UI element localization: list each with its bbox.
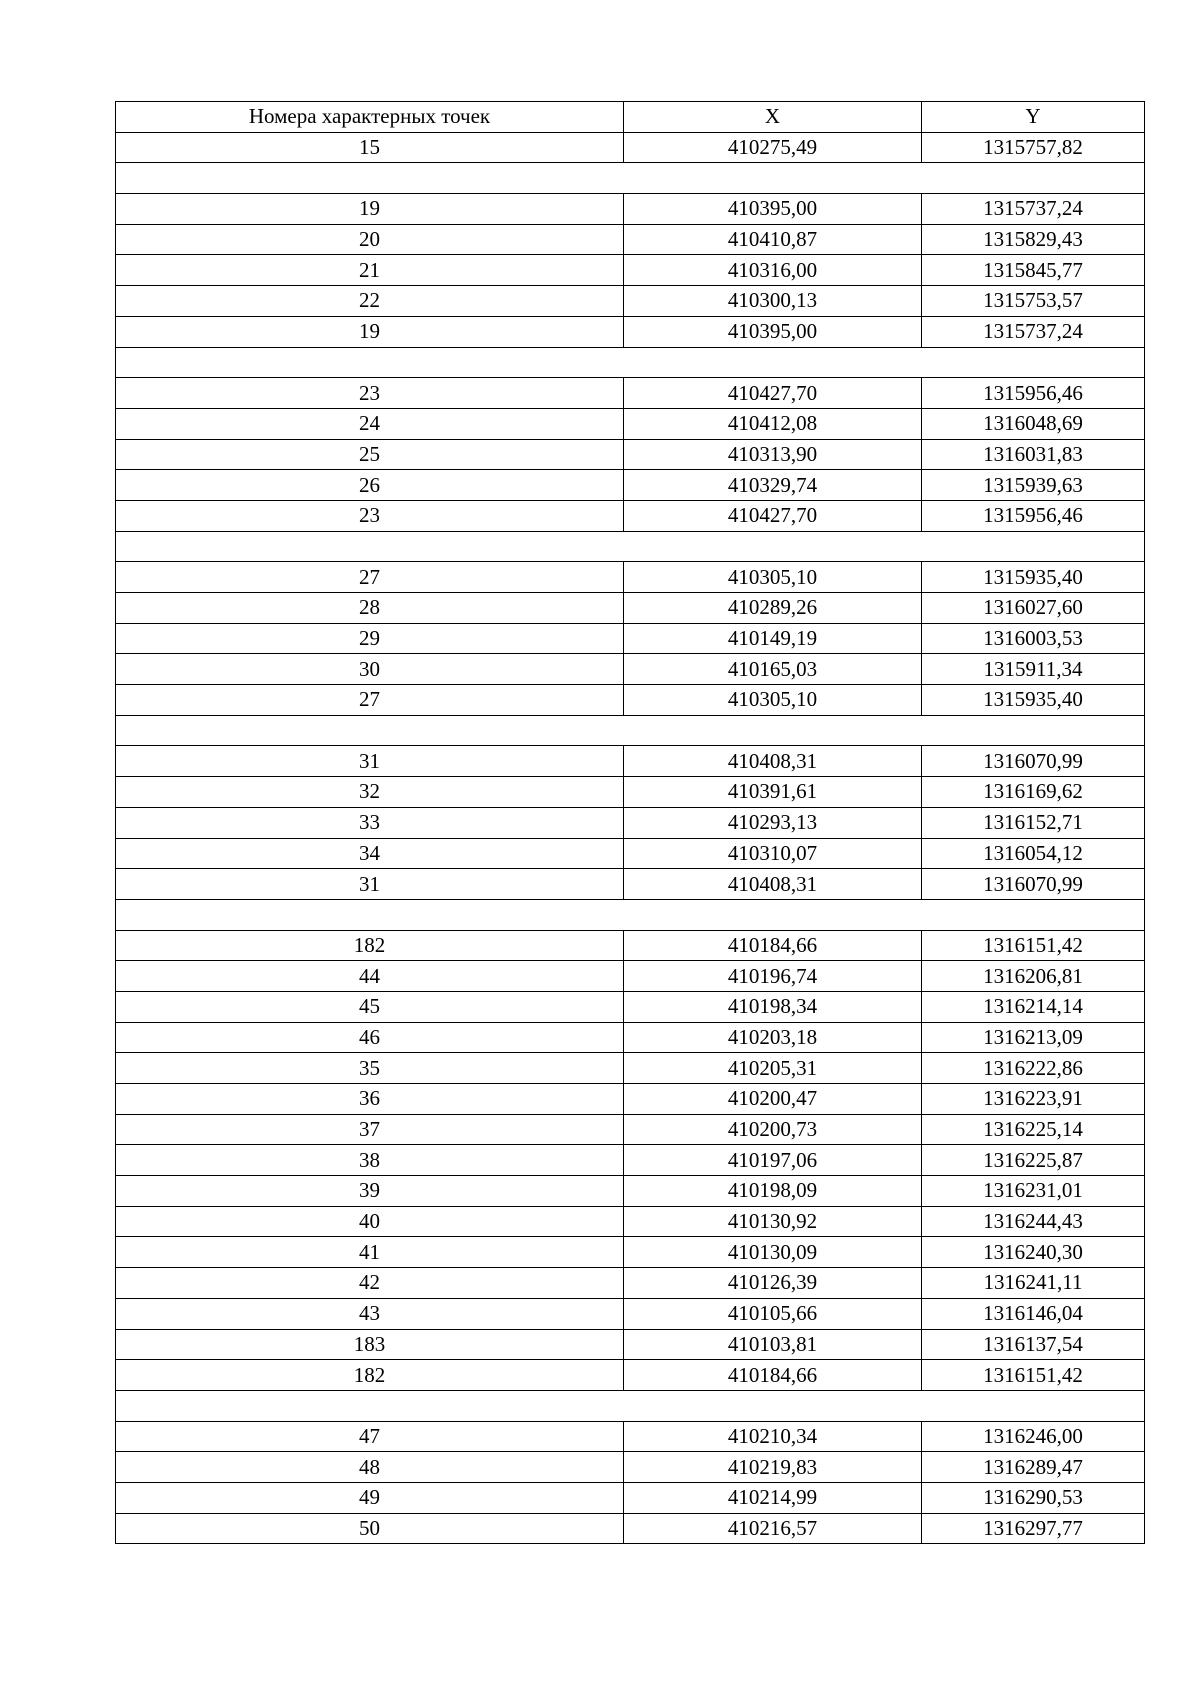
- table-row: [116, 1206, 1145, 1237]
- point-number-cell: 31: [116, 746, 624, 777]
- table-row: [116, 777, 1145, 808]
- x-coordinate-cell: 410103,81: [624, 1329, 922, 1360]
- table-row: [116, 1237, 1145, 1268]
- y-coordinate-cell: 1316151,42: [922, 930, 1145, 961]
- x-coordinate-cell: 410203,18: [624, 1022, 922, 1053]
- point-number-cell: 48: [116, 1452, 624, 1483]
- header-row: [116, 102, 1145, 133]
- separator-cell: [116, 347, 1145, 378]
- table-row: [116, 1114, 1145, 1145]
- y-coordinate-cell: 1316146,04: [922, 1298, 1145, 1329]
- y-coordinate-cell: 1316048,69: [922, 408, 1145, 439]
- header-point-numbers: Номера характерных точек: [116, 102, 624, 133]
- table-header: [116, 102, 1145, 133]
- y-coordinate-cell: 1316240,30: [922, 1237, 1145, 1268]
- y-coordinate-cell: 1315757,82: [922, 132, 1145, 163]
- y-coordinate-cell: 1315956,46: [922, 378, 1145, 409]
- x-coordinate-cell: 410198,34: [624, 991, 922, 1022]
- point-number-cell: 46: [116, 1022, 624, 1053]
- x-coordinate-cell: 410300,13: [624, 286, 922, 317]
- table-row: [116, 1360, 1145, 1391]
- x-coordinate-cell: 410427,70: [624, 378, 922, 409]
- y-coordinate-cell: 1315911,34: [922, 654, 1145, 685]
- y-coordinate-cell: 1316231,01: [922, 1176, 1145, 1207]
- x-coordinate-cell: 410216,57: [624, 1513, 922, 1544]
- table-row: [116, 1421, 1145, 1452]
- x-coordinate-cell: 410196,74: [624, 961, 922, 992]
- y-coordinate-cell: 1316169,62: [922, 777, 1145, 808]
- point-number-cell: 43: [116, 1298, 624, 1329]
- y-coordinate-cell: 1315737,24: [922, 316, 1145, 347]
- point-number-cell: 41: [116, 1237, 624, 1268]
- header-y: Y: [922, 102, 1145, 133]
- x-coordinate-cell: 410126,39: [624, 1268, 922, 1299]
- y-coordinate-cell: 1316070,99: [922, 746, 1145, 777]
- table-row: [116, 408, 1145, 439]
- table-row: [116, 1053, 1145, 1084]
- y-coordinate-cell: 1316152,71: [922, 807, 1145, 838]
- separator-row: [116, 531, 1145, 562]
- y-coordinate-cell: 1316289,47: [922, 1452, 1145, 1483]
- y-coordinate-cell: 1316213,09: [922, 1022, 1145, 1053]
- x-coordinate-cell: 410408,31: [624, 746, 922, 777]
- y-coordinate-cell: 1315935,40: [922, 685, 1145, 716]
- table-row: [116, 623, 1145, 654]
- x-coordinate-cell: 410293,13: [624, 807, 922, 838]
- point-number-cell: 15: [116, 132, 624, 163]
- point-number-cell: 19: [116, 194, 624, 225]
- point-number-cell: 19: [116, 316, 624, 347]
- table-row: [116, 286, 1145, 317]
- y-coordinate-cell: 1316027,60: [922, 593, 1145, 624]
- point-number-cell: 183: [116, 1329, 624, 1360]
- table-row: [116, 869, 1145, 900]
- point-number-cell: 36: [116, 1084, 624, 1115]
- point-number-cell: 31: [116, 869, 624, 900]
- y-coordinate-cell: 1315829,43: [922, 224, 1145, 255]
- point-number-cell: 28: [116, 593, 624, 624]
- table-row: [116, 807, 1145, 838]
- x-coordinate-cell: 410410,87: [624, 224, 922, 255]
- table-row: [116, 194, 1145, 225]
- separator-row: [116, 347, 1145, 378]
- x-coordinate-cell: 410149,19: [624, 623, 922, 654]
- point-number-cell: 27: [116, 562, 624, 593]
- y-coordinate-cell: 1315956,46: [922, 500, 1145, 531]
- x-coordinate-cell: 410305,10: [624, 685, 922, 716]
- y-coordinate-cell: 1316031,83: [922, 439, 1145, 470]
- point-number-cell: 37: [116, 1114, 624, 1145]
- point-number-cell: 49: [116, 1482, 624, 1513]
- point-number-cell: 34: [116, 838, 624, 869]
- table-row: [116, 1176, 1145, 1207]
- y-coordinate-cell: 1316070,99: [922, 869, 1145, 900]
- x-coordinate-cell: 410305,10: [624, 562, 922, 593]
- table-row: [116, 1022, 1145, 1053]
- x-coordinate-cell: 410105,66: [624, 1298, 922, 1329]
- point-number-cell: 26: [116, 470, 624, 501]
- table-row: [116, 961, 1145, 992]
- point-number-cell: 39: [116, 1176, 624, 1207]
- table-row: [116, 1452, 1145, 1483]
- y-coordinate-cell: 1316151,42: [922, 1360, 1145, 1391]
- table-row: [116, 500, 1145, 531]
- table-row: [116, 1084, 1145, 1115]
- point-number-cell: 22: [116, 286, 624, 317]
- table-row: [116, 1329, 1145, 1360]
- point-number-cell: 35: [116, 1053, 624, 1084]
- y-coordinate-cell: 1316225,14: [922, 1114, 1145, 1145]
- x-coordinate-cell: 410205,31: [624, 1053, 922, 1084]
- x-coordinate-cell: 410219,83: [624, 1452, 922, 1483]
- y-coordinate-cell: 1315737,24: [922, 194, 1145, 225]
- x-coordinate-cell: 410313,90: [624, 439, 922, 470]
- header-x: X: [624, 102, 922, 133]
- separator-cell: [116, 531, 1145, 562]
- table-row: [116, 470, 1145, 501]
- x-coordinate-cell: 410412,08: [624, 408, 922, 439]
- table-row: [116, 132, 1145, 163]
- separator-cell: [116, 899, 1145, 930]
- point-number-cell: 27: [116, 685, 624, 716]
- table-row: [116, 255, 1145, 286]
- x-coordinate-cell: 410200,73: [624, 1114, 922, 1145]
- x-coordinate-cell: 410184,66: [624, 1360, 922, 1391]
- y-coordinate-cell: 1316222,86: [922, 1053, 1145, 1084]
- table-row: [116, 562, 1145, 593]
- table-row: [116, 316, 1145, 347]
- y-coordinate-cell: 1316214,14: [922, 991, 1145, 1022]
- table-row: [116, 1145, 1145, 1176]
- x-coordinate-cell: 410395,00: [624, 316, 922, 347]
- table-row: [116, 224, 1145, 255]
- y-coordinate-cell: 1315845,77: [922, 255, 1145, 286]
- point-number-cell: 23: [116, 378, 624, 409]
- point-number-cell: 182: [116, 1360, 624, 1391]
- y-coordinate-cell: 1316241,11: [922, 1268, 1145, 1299]
- y-coordinate-cell: 1316290,53: [922, 1482, 1145, 1513]
- table-row: [116, 685, 1145, 716]
- table-body: [116, 132, 1145, 1544]
- table-row: [116, 1513, 1145, 1544]
- point-number-cell: 40: [116, 1206, 624, 1237]
- y-coordinate-cell: 1316297,77: [922, 1513, 1145, 1544]
- separator-cell: [116, 163, 1145, 194]
- y-coordinate-cell: 1315939,63: [922, 470, 1145, 501]
- x-coordinate-cell: 410214,99: [624, 1482, 922, 1513]
- x-coordinate-cell: 410310,07: [624, 838, 922, 869]
- y-coordinate-cell: 1316223,91: [922, 1084, 1145, 1115]
- y-coordinate-cell: 1316246,00: [922, 1421, 1145, 1452]
- table-row: [116, 930, 1145, 961]
- x-coordinate-cell: 410130,09: [624, 1237, 922, 1268]
- point-number-cell: 42: [116, 1268, 624, 1299]
- table-row: [116, 593, 1145, 624]
- y-coordinate-cell: 1316003,53: [922, 623, 1145, 654]
- x-coordinate-cell: 410210,34: [624, 1421, 922, 1452]
- x-coordinate-cell: 410200,47: [624, 1084, 922, 1115]
- point-number-cell: 20: [116, 224, 624, 255]
- table-row: [116, 1298, 1145, 1329]
- point-number-cell: 24: [116, 408, 624, 439]
- point-number-cell: 50: [116, 1513, 624, 1544]
- table-row: [116, 654, 1145, 685]
- point-number-cell: 38: [116, 1145, 624, 1176]
- point-number-cell: 23: [116, 500, 624, 531]
- point-number-cell: 44: [116, 961, 624, 992]
- point-number-cell: 182: [116, 930, 624, 961]
- separator-cell: [116, 715, 1145, 746]
- x-coordinate-cell: 410130,92: [624, 1206, 922, 1237]
- table-row: [116, 1268, 1145, 1299]
- y-coordinate-cell: 1316137,54: [922, 1329, 1145, 1360]
- point-number-cell: 47: [116, 1421, 624, 1452]
- y-coordinate-cell: 1316244,43: [922, 1206, 1145, 1237]
- x-coordinate-cell: 410427,70: [624, 500, 922, 531]
- y-coordinate-cell: 1315935,40: [922, 562, 1145, 593]
- separator-row: [116, 899, 1145, 930]
- x-coordinate-cell: 410391,61: [624, 777, 922, 808]
- point-number-cell: 30: [116, 654, 624, 685]
- table-row: [116, 746, 1145, 777]
- point-number-cell: 45: [116, 991, 624, 1022]
- point-number-cell: 32: [116, 777, 624, 808]
- x-coordinate-cell: 410289,26: [624, 593, 922, 624]
- y-coordinate-cell: 1316206,81: [922, 961, 1145, 992]
- x-coordinate-cell: 410329,74: [624, 470, 922, 501]
- table-row: [116, 991, 1145, 1022]
- x-coordinate-cell: 410198,09: [624, 1176, 922, 1207]
- y-coordinate-cell: 1315753,57: [922, 286, 1145, 317]
- x-coordinate-cell: 410184,66: [624, 930, 922, 961]
- y-coordinate-cell: 1316225,87: [922, 1145, 1145, 1176]
- x-coordinate-cell: 410275,49: [624, 132, 922, 163]
- table-row: [116, 1482, 1145, 1513]
- table-row: [116, 439, 1145, 470]
- x-coordinate-cell: 410316,00: [624, 255, 922, 286]
- x-coordinate-cell: 410197,06: [624, 1145, 922, 1176]
- separator-row: [116, 715, 1145, 746]
- x-coordinate-cell: 410395,00: [624, 194, 922, 225]
- table-row: [116, 838, 1145, 869]
- point-number-cell: 29: [116, 623, 624, 654]
- separator-row: [116, 1390, 1145, 1421]
- point-number-cell: 33: [116, 807, 624, 838]
- x-coordinate-cell: 410408,31: [624, 869, 922, 900]
- y-coordinate-cell: 1316054,12: [922, 838, 1145, 869]
- x-coordinate-cell: 410165,03: [624, 654, 922, 685]
- separator-row: [116, 163, 1145, 194]
- table-row: [116, 378, 1145, 409]
- point-number-cell: 21: [116, 255, 624, 286]
- separator-cell: [116, 1390, 1145, 1421]
- coordinates-table: [115, 101, 1145, 1544]
- point-number-cell: 25: [116, 439, 624, 470]
